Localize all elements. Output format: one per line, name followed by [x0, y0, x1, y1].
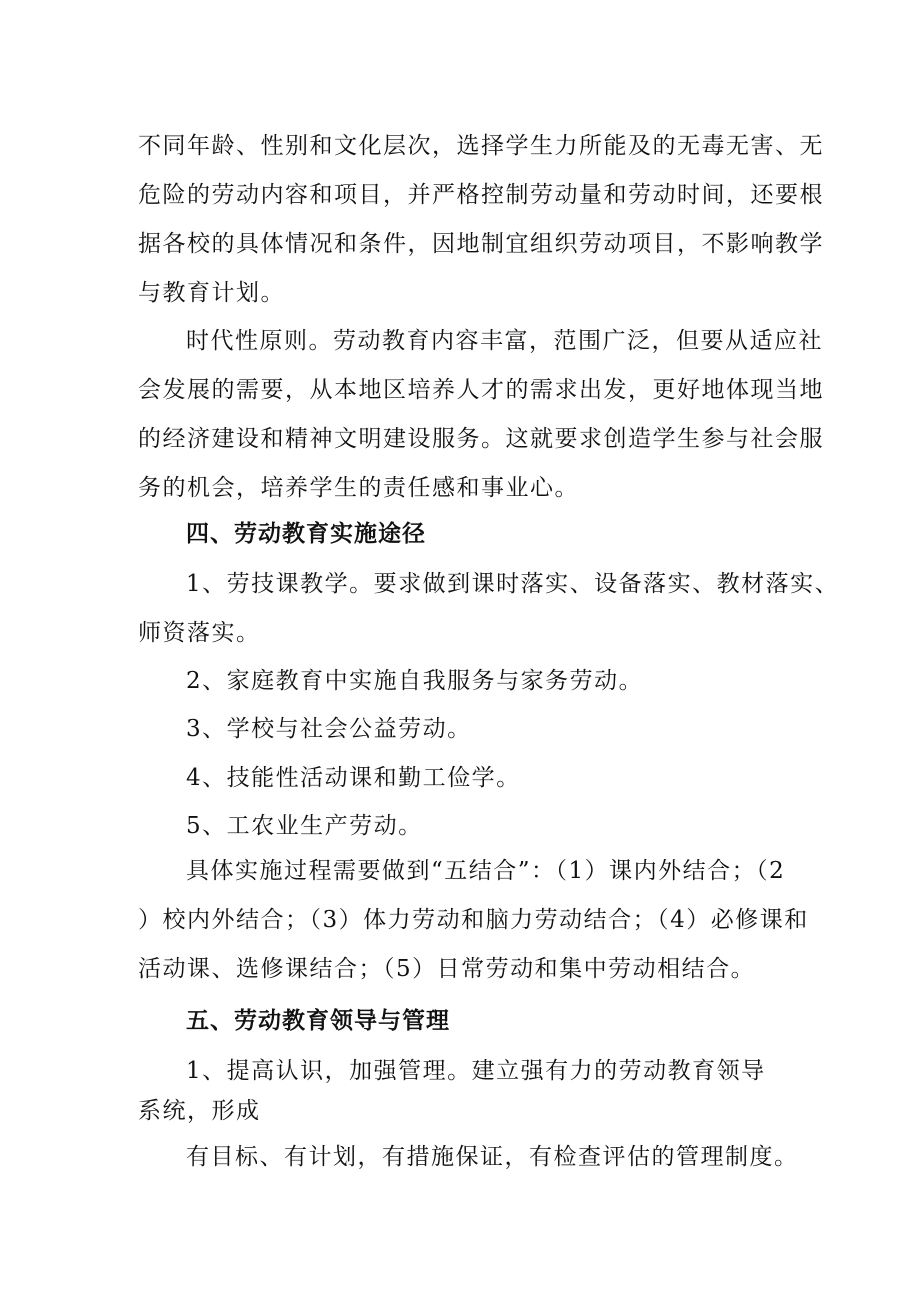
paragraph-line: 活动课、选修课结合；（5）日常劳动和集中劳动相结合。 — [138, 956, 756, 982]
section-heading: 五、劳动教育领导与管理 — [186, 1008, 450, 1034]
list-item: 4、技能性活动课和勤工俭学。 — [186, 765, 521, 791]
paragraph-line: 危险的劳动内容和项目，并严格控制劳动量和劳动时间，还要根 — [138, 182, 824, 208]
paragraph-line: 会发展的需要，从本地区培养人才的需求出发，更好地体现当地 — [138, 377, 824, 403]
list-item: 2、家庭教育中实施自我服务与家务劳动。 — [186, 668, 644, 694]
paragraph-line: ）校内外结合；（3）体力劳动和脑力劳动结合；（4）必修课和 — [138, 907, 809, 933]
section-heading: 四、劳动教育实施途径 — [186, 521, 426, 547]
list-item: 5、工农业生产劳动。 — [186, 813, 423, 839]
paragraph-line: 与教育计划。 — [138, 280, 285, 306]
paragraph-line: 不同年龄、性别和文化层次，选择学生力所能及的无毒无害、无 — [138, 133, 824, 159]
list-item: 1、劳技课教学。要求做到课时落实、设备落实、教材落实、 — [186, 571, 840, 597]
list-item: 1、提高认识，加强管理。建立强有力的劳动教育领导 — [186, 1058, 766, 1084]
list-item: 师资落实。 — [138, 620, 261, 646]
paragraph-line: 时代性原则。劳动教育内容丰富，范围广泛，但要从适应社 — [186, 328, 823, 354]
list-item: 有目标、有计划，有措施保证，有检查评估的管理制度。 — [186, 1144, 799, 1170]
paragraph-line: 务的机会，培养学生的责任感和事业心。 — [138, 475, 579, 501]
paragraph-line: 具体实施过程需要做到“五结合”：（1）课内外结合；（2 — [186, 858, 786, 884]
paragraph-line: 的经济建设和精神文明建设服务。这就要求创造学生参与社会服 — [138, 426, 824, 452]
paragraph-line: 据各校的具体情况和条件，因地制宜组织劳动项目，不影响教学 — [138, 231, 824, 257]
list-item: 3、学校与社会公益劳动。 — [186, 716, 472, 742]
list-item: 系统，形成 — [138, 1098, 261, 1124]
